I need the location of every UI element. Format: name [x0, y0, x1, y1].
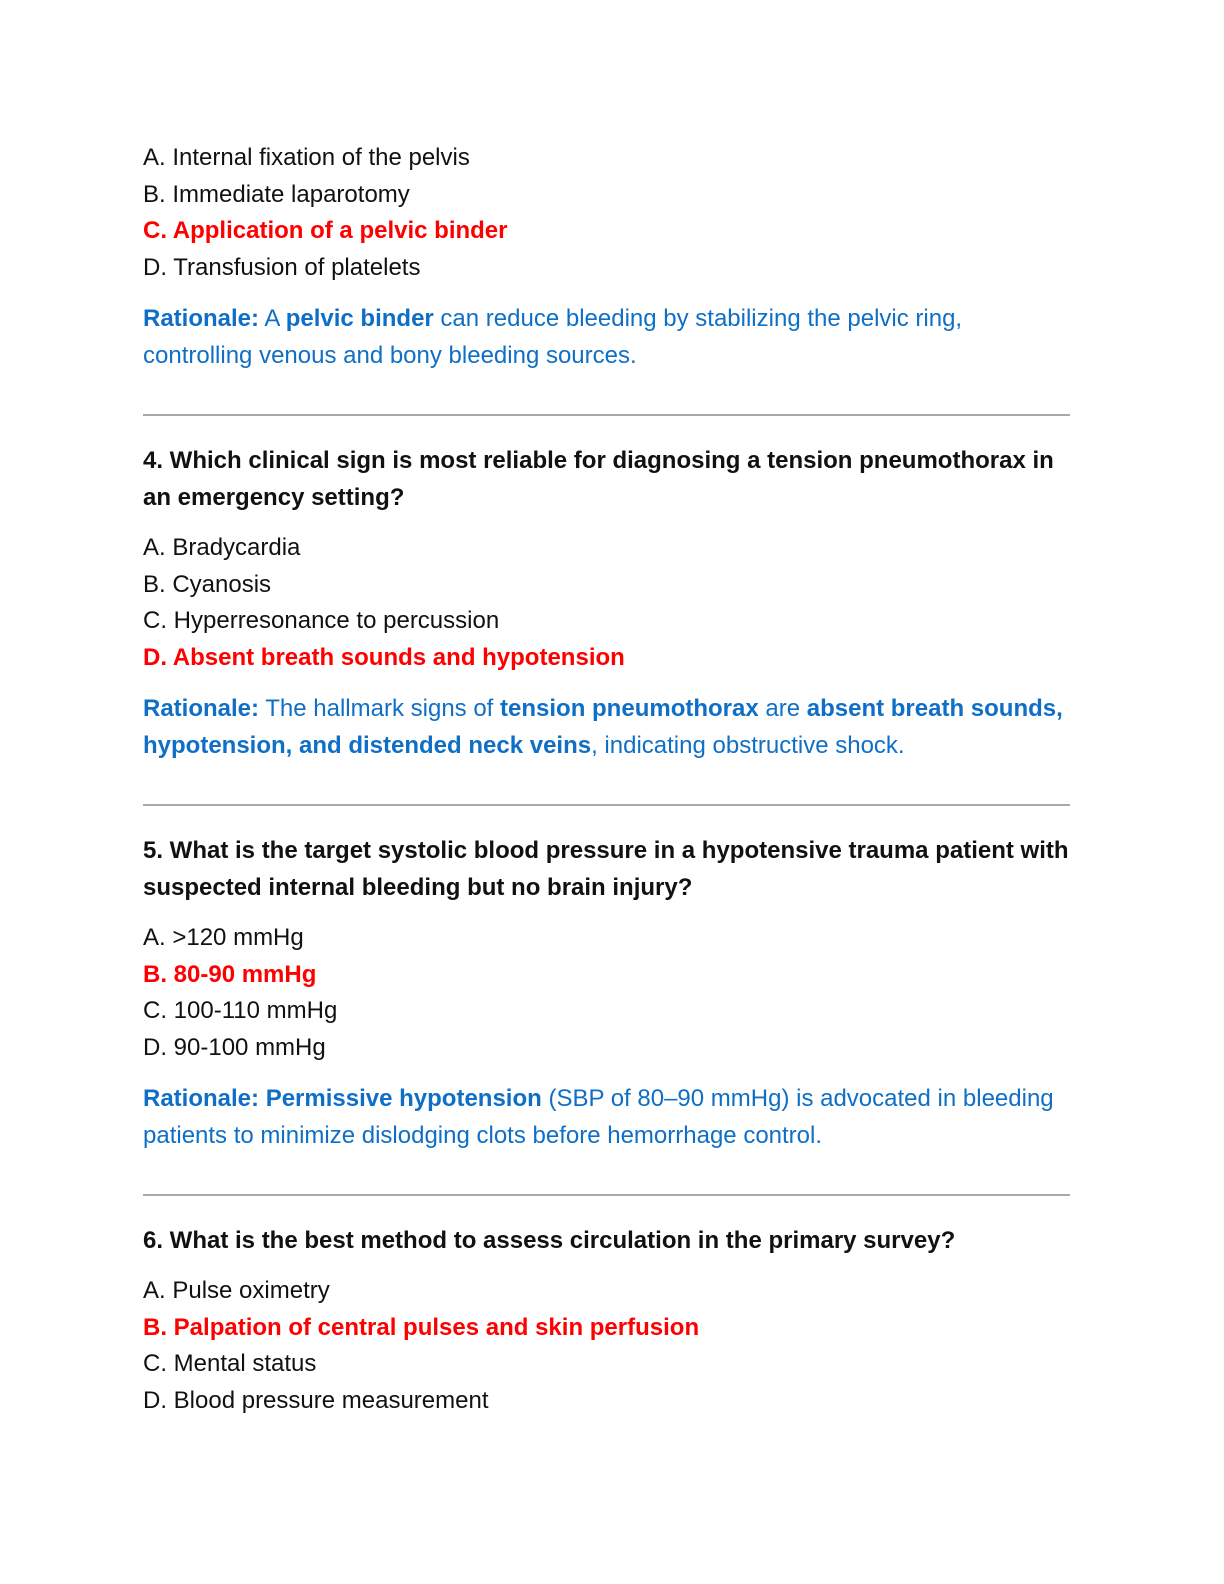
q5-rationale-text — [259, 1085, 266, 1112]
q5-rationale-text: (SBP of 80–90 mmHg) is advocated in bleeding patients to minimize dislodging clots before hemorrhage control. — [143, 1085, 1054, 1149]
q4-rationale-term: tension pneumothorax — [500, 695, 759, 722]
q4-rationale-label: Rationale: — [143, 695, 260, 722]
q4-option-b: B. Cyanosis — [143, 570, 272, 598]
q4-question: 4. Which clinical sign is most reliable for diagnosing a tension pneumothorax in an emergency setting? — [143, 447, 1054, 511]
q5-options — [143, 920, 1073, 1066]
q4-option-c: C. Hyperresonance to percussion — [143, 607, 500, 634]
q3-option-c-correct: C. Application of a pelvic binder — [143, 217, 508, 244]
q3-rationale-label: Rationale: — [143, 305, 260, 332]
q4-rationale — [143, 690, 1073, 764]
q6-question: 6. What is the best method to assess circulation in the primary survey? — [143, 1227, 956, 1254]
section-divider — [143, 414, 1070, 416]
q5-option-d: D. 90-100 mmHg — [143, 1033, 326, 1061]
q3-rationale — [143, 300, 1073, 374]
q4-rationale-text: are — [758, 695, 807, 722]
q6-option-d: D. Blood pressure measurement — [143, 1386, 489, 1414]
q5-rationale — [143, 1080, 1073, 1154]
q6-options — [143, 1273, 1073, 1419]
q6-option-c: C. Mental status — [143, 1350, 317, 1377]
q5-question: 5. What is the target systolic blood pressure in a hypotensive trauma patient with suspected internal bleeding but no brain injury? — [143, 837, 1069, 901]
q3-option-b: B. Immediate laparotomy — [143, 180, 410, 208]
q5-rationale-term: Permissive hypotension — [265, 1085, 542, 1112]
section-divider — [143, 1194, 1070, 1196]
q3-rationale-text: A — [259, 305, 286, 332]
q3-rationale-text: can reduce bleeding by stabilizing the pelvic ring, controlling venous and bony bleeding sources. — [143, 305, 963, 369]
q4-rationale-term: absent breath sounds, hypotension, and distended neck veins — [143, 695, 1063, 759]
q6-option-b-correct: B. Palpation of central pulses and skin perfusion — [143, 1313, 700, 1341]
q3-options — [143, 140, 1073, 286]
section-divider — [143, 804, 1070, 806]
q3-rationale-term: pelvic binder — [285, 305, 434, 332]
q4-options — [143, 530, 1073, 676]
q5-rationale-label: Rationale: — [143, 1085, 260, 1112]
q6-option-a: A. Pulse oximetry — [143, 1277, 330, 1304]
q3-option-a: A. Internal fixation of the pelvis — [143, 144, 470, 171]
q3-option-d: D. Transfusion of platelets — [143, 253, 421, 281]
q4-rationale-text: The hallmark signs of — [259, 695, 501, 722]
q4-rationale-text: , indicating obstructive shock. — [591, 732, 905, 759]
document-page — [143, 140, 1073, 1419]
q5-option-b-correct: B. 80-90 mmHg — [143, 960, 317, 988]
q5-option-c: C. 100-110 mmHg — [143, 997, 338, 1024]
q4-option-a: A. Bradycardia — [143, 534, 301, 561]
q4-option-d-correct: D. Absent breath sounds and hypotension — [143, 643, 625, 671]
q5-option-a: A. >120 mmHg — [143, 924, 304, 951]
